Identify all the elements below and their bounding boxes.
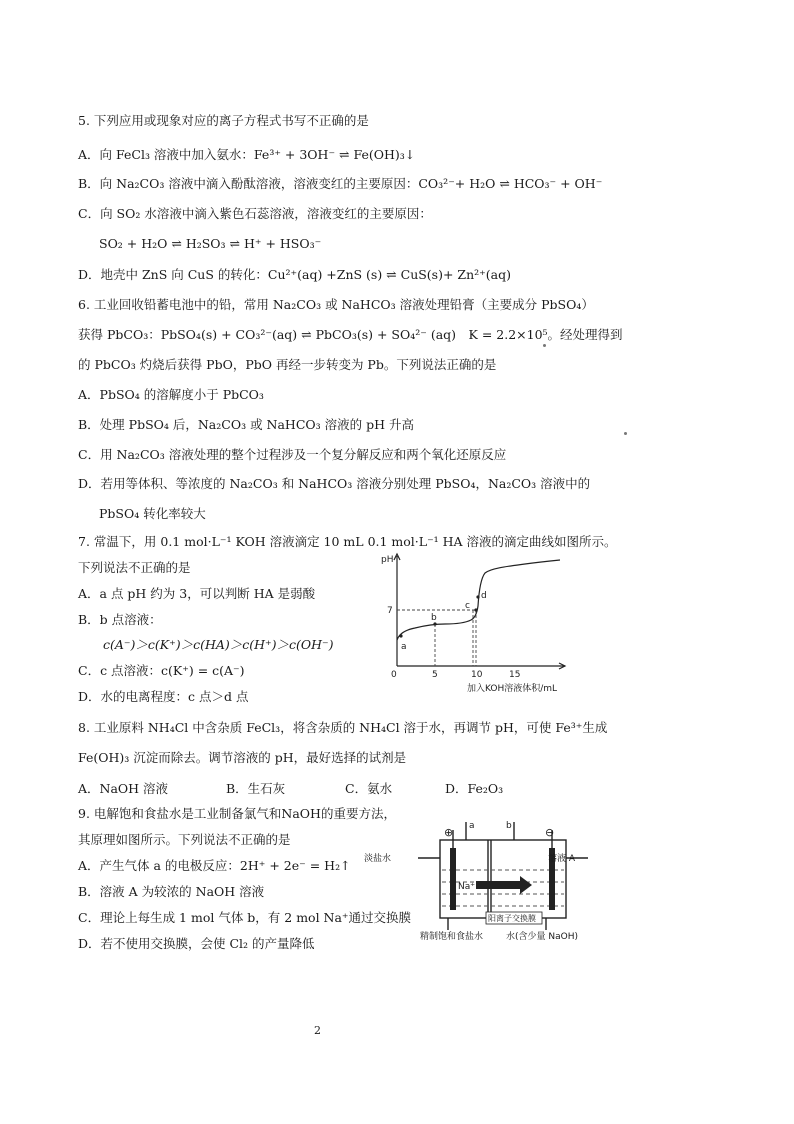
- q7-option-d: D．水的电离程度：c 点＞d 点: [78, 689, 249, 704]
- q6-option-a: A．PbSO₄ 的溶解度小于 PbCO₃: [78, 387, 264, 402]
- q6-option-d: D．若用等体积、等浓度的 Na₂CO₃ 和 NaHCO₃ 溶液分别处理 PbSO₄，Na₂CO₃ 溶液中的: [78, 476, 591, 491]
- na-ion-arrow: [476, 876, 532, 894]
- point-c-label: c: [465, 601, 470, 611]
- scan-speck: [543, 344, 546, 347]
- q5-option-c: C．向 SO₂ 水溶液中滴入紫色石蕊溶液，溶液变红的主要原因：: [78, 206, 432, 221]
- electrolysis-cell-figure: [418, 818, 594, 946]
- q9-stem-line1: 9. 电解饱和食盐水是工业制备氯气和NaOH的重要方法，: [78, 806, 396, 821]
- right-outlet-label: 溶液 A: [548, 854, 576, 864]
- na-ion-label: Na⁺: [458, 882, 475, 892]
- q7-option-b-inequality: c(A⁻)＞c(K⁺)＞c(HA)＞c(H⁺)＞c(OH⁻): [103, 637, 334, 652]
- q8-option-d: D．Fe₂O₃: [445, 781, 504, 796]
- q5-option-c-equation: SO₂ + H₂O ⇌ H₂SO₃ ⇌ H⁺ + HSO₃⁻: [99, 236, 322, 251]
- q6-option-d-cont: PbSO₄ 转化率较大: [99, 506, 206, 521]
- q6-stem-line1: 6. 工业回收铅蓄电池中的铅，常用 Na₂CO₃ 或 NaHCO₃ 溶液处理铅膏（主要成分 PbSO₄）: [78, 297, 594, 312]
- q5-option-b: B．向 Na₂CO₃ 溶液中滴入酚酞溶液，溶液变红的主要原因：CO₃²⁻+ H₂O ⇌ HCO₃⁻ + OH⁻: [78, 176, 603, 191]
- scan-speck: [624, 432, 627, 435]
- q8-stem-line2: Fe(OH)₃ 沉淀而除去。调节溶液的 pH，最好选择的试剂是: [78, 750, 407, 765]
- q6-stem-line3: 的 PbCO₃ 灼烧后获得 PbO，PbO 再经一步转变为 Pb。下列说法正确的是: [78, 357, 497, 372]
- q5-option-a: A．向 FeCl₃ 溶液中加入氨水：Fe³⁺ + 3OH⁻ ⇌ Fe(OH)₃↓: [78, 147, 416, 162]
- plus-terminal: ⊕: [444, 826, 454, 839]
- left-outlet-label: 淡盐水: [364, 854, 392, 864]
- q7-option-b: B．b 点溶液：: [78, 612, 162, 627]
- point-c-marker: [474, 608, 477, 611]
- titration-curve-figure: [375, 548, 580, 698]
- right-inlet-label: 水(含少量 NaOH): [506, 932, 578, 942]
- point-a-marker: [399, 634, 402, 637]
- q7-stem-line1: 7. 常温下，用 0.1 mol·L⁻¹ KOH 溶液滴定 10 mL 0.1 mol·L⁻¹ HA 溶液的滴定曲线如图所示。: [78, 534, 617, 549]
- q9-option-c: C．理论上每生成 1 mol 气体 b，有 2 mol Na⁺通过交换膜: [78, 910, 412, 925]
- q7-option-a: A．a 点 pH 约为 3，可以判断 HA 是弱酸: [78, 586, 316, 601]
- q5-option-d: D．地壳中 ZnS 向 CuS 的转化：Cu²⁺(aq) +ZnS (s) ⇌ CuS(s)+ Zn²⁺(aq): [78, 267, 511, 282]
- x-tick-15: 15: [509, 670, 521, 680]
- y-tick-7: 7: [387, 606, 393, 616]
- origin-label: 0: [391, 670, 397, 680]
- q9-option-d: D．若不使用交换膜，会使 Cl₂ 的产量降低: [78, 936, 315, 951]
- q7-option-c: C．c 点溶液：c(K⁺) = c(A⁻): [78, 663, 245, 678]
- point-a-label: a: [401, 642, 407, 652]
- q9-stem-line2: 其原理如图所示。下列说法不正确的是: [78, 832, 291, 847]
- point-d-marker: [476, 595, 479, 598]
- q6-option-b: B．处理 PbSO₄ 后，Na₂CO₃ 或 NaHCO₃ 溶液的 pH 升高: [78, 417, 414, 432]
- q9-option-a: A．产生气体 a 的电极反应：2H⁺ + 2e⁻ = H₂↑: [78, 858, 351, 873]
- q8-stem-line1: 8. 工业原料 NH₄Cl 中含杂质 FeCl₃，将含杂质的 NH₄Cl 溶于水，再调节 pH，可使 Fe³⁺生成: [78, 720, 608, 735]
- point-b-label: b: [431, 613, 437, 623]
- gas-b-label: b: [506, 821, 512, 831]
- minus-terminal: ⊖: [545, 826, 555, 839]
- q9-option-b: B．溶液 A 为较浓的 NaOH 溶液: [78, 884, 265, 899]
- anode-plate: [450, 848, 456, 910]
- q8-option-b: B．生石灰: [226, 781, 286, 796]
- titration-curve: [397, 560, 560, 640]
- q8-option-a: A．NaOH 溶液: [78, 781, 169, 796]
- q6-option-c: C．用 Na₂CO₃ 溶液处理的整个过程涉及一个复分解反应和两个氧化还原反应: [78, 447, 507, 462]
- point-d-label: d: [481, 591, 487, 601]
- q7-stem-line2: 下列说法不正确的是: [78, 560, 191, 575]
- left-inlet-label: 精制饱和食盐水: [420, 932, 484, 942]
- gas-a-label: a: [469, 821, 475, 831]
- q5-stem: 5. 下列应用或现象对应的离子方程式书写不正确的是: [78, 113, 369, 128]
- membrane-label: 阳离子交换膜: [488, 914, 536, 923]
- page-number: 2: [314, 1024, 321, 1037]
- x-tick-10: 10: [471, 670, 483, 680]
- x-axis-label: 加入KOH溶液体积/mL: [467, 684, 558, 694]
- x-tick-5: 5: [432, 670, 438, 680]
- q6-stem-line2: 获得 PbCO₃：PbSO₄(s) + CO₃²⁻(aq) ⇌ PbCO₃(s) + SO₄²⁻ (aq) K = 2.2×10⁵。经处理得到: [78, 327, 623, 342]
- q8-option-c: C．氨水: [345, 781, 393, 796]
- y-axis-label: pH: [381, 555, 394, 565]
